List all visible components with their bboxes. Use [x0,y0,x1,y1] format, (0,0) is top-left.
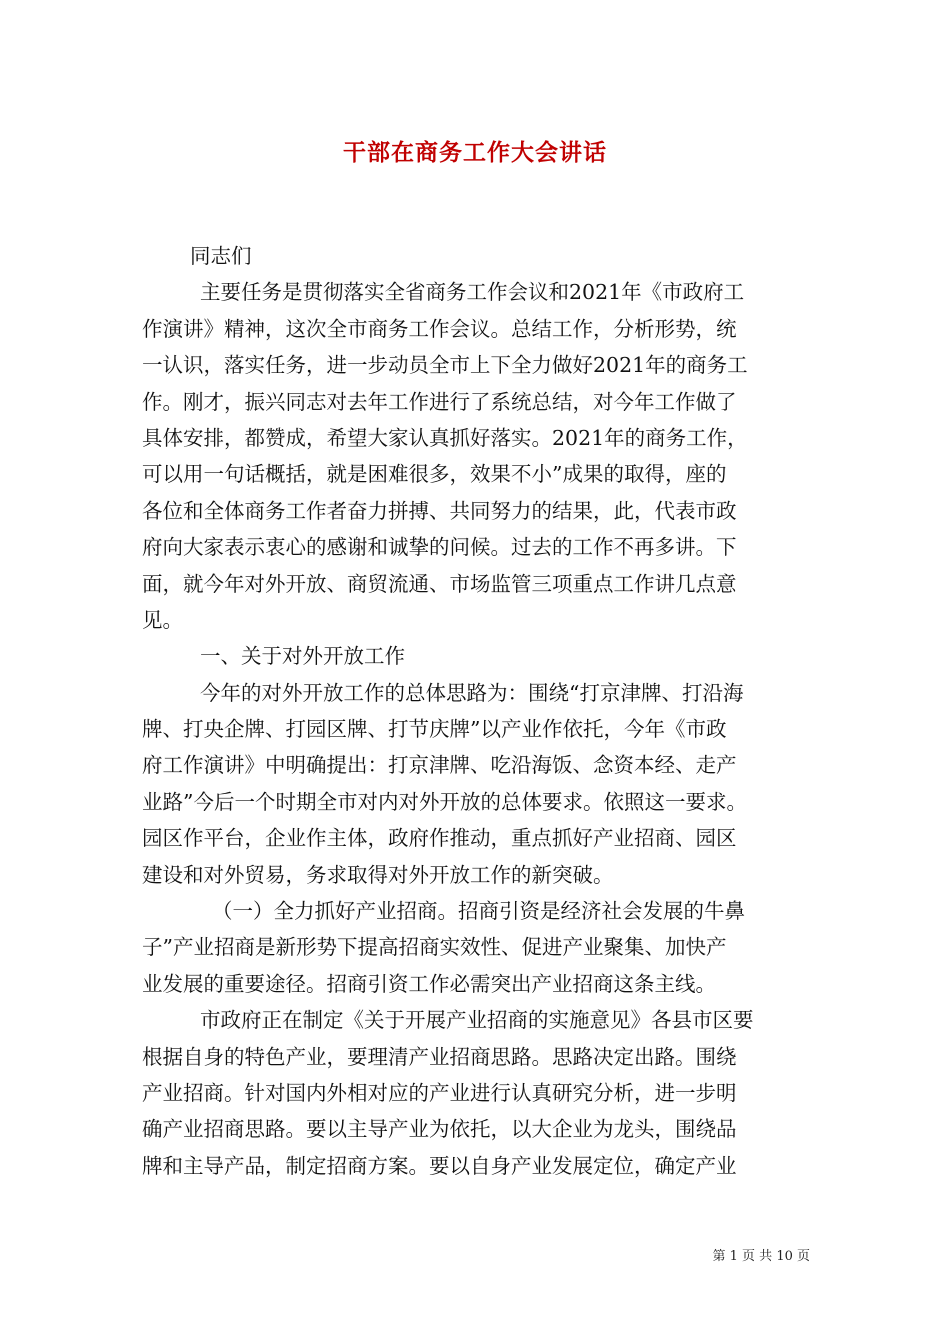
text-line: 园区作平台，企业作主体，政府作推动，重点抓好产业招商、园区 [142,826,737,851]
text-line: 业发展的重要途径。招商引资工作必需突出产业招商这条主线。 [142,971,716,996]
text-line: 作演讲》精神，这次全市商务工作会议。总结工作，分析形势，统 [142,316,737,341]
text-line: 见。 [142,607,183,632]
document-body [142,238,818,1184]
text-line: 建设和对外贸易，务求取得对外开放工作的新突破。 [142,862,614,887]
text-line: 市政府正在制定《关于开展产业招商的实施意见》各县市区要 [200,1008,754,1033]
text-line: 主要任务是贯彻落实全省商务工作会议和2021年《市政府工 [200,280,745,305]
text-line: 牌和主导产品，制定招商方案。要以自身产业发展定位，确定产业 [142,1153,737,1178]
text-line: 府工作演讲》中明确提出：打京津牌、吃沿海饭、念资本经、走产 [142,753,737,778]
document-title: 干部在商务工作大会讲话 [343,139,607,166]
text-line: 业路”今后一个时期全市对内对外开放的总体要求。依照这一要求。 [142,789,747,814]
text-line: 确产业招商思路。要以主导产业为依托，以大企业为龙头，围绕品 [142,1117,737,1142]
text-line: 一认识，落实任务，进一步动员全市上下全力做好2021年的商务工 [142,353,748,378]
text-line: 牌、打央企牌、打园区牌、打节庆牌”以产业作依托，今年《市政 [142,717,727,742]
text-line: 面，就今年对外开放、商贸流通、市场监管三项重点工作讲几点意 [142,571,737,596]
text-line: 今年的对外开放工作的总体思路为：围绕“打京津牌、打沿海 [200,680,744,705]
text-line: （一）全力抓好产业招商。招商引资是经济社会发展的牛鼻 [212,899,745,924]
text-line: 产业招商。针对国内外相对应的产业进行认真研究分析，进一步明 [142,1080,737,1105]
text-line: 具体安排，都赞成，希望大家认真抓好落实。2021年的商务工作， [142,425,748,450]
text-line: 根据自身的特色产业，要理清产业招商思路。思路决定出路。围绕 [142,1044,737,1069]
text-line: 一、关于对外开放工作 [200,644,405,669]
text-line: 作。刚才，振兴同志对去年工作进行了系统总结，对今年工作做了 [142,389,737,414]
text-line: 子”产业招商是新形势下提高招商实效性、促进产业聚集、加快产 [142,935,727,960]
text-line: 可以用一句话概括，就是困难很多，效果不小”成果的取得，座的 [142,462,727,487]
text-line: 府向大家表示衷心的感谢和诚挚的问候。过去的工作不再多讲。下 [142,535,737,560]
text-line: 各位和全体商务工作者奋力拼搏、共同努力的结果，此，代表市政 [142,498,737,523]
page-number: 第 1 页 共 10 页 [712,1249,810,1264]
text-line: 同志们 [190,244,252,268]
